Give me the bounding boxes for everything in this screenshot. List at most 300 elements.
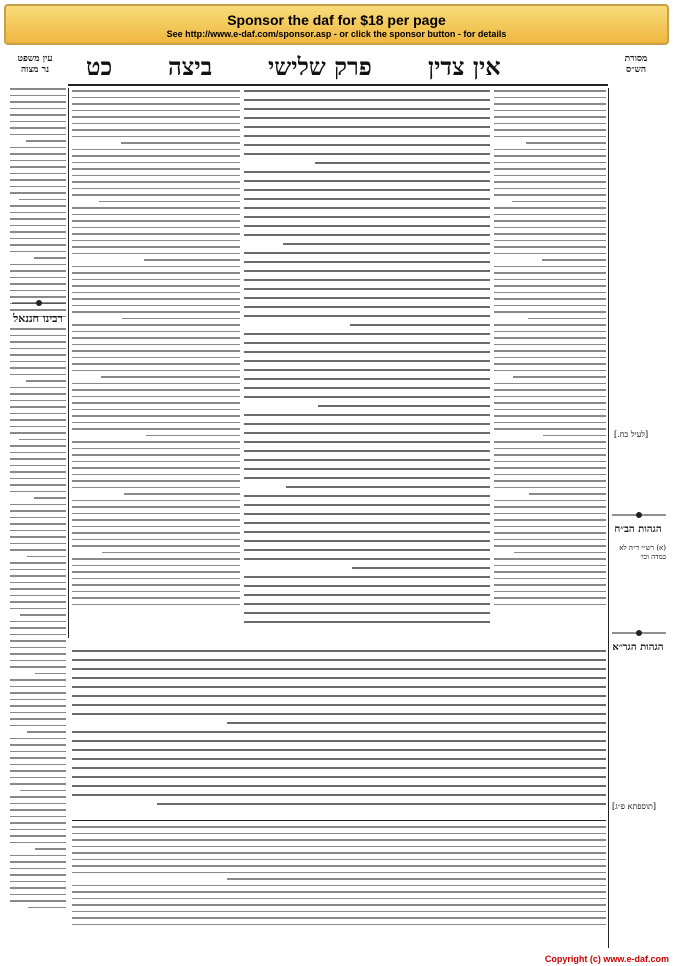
- text-line: [494, 396, 606, 398]
- text-line: [244, 513, 490, 515]
- text-line: [10, 725, 66, 727]
- text-line: [10, 419, 66, 421]
- text-line: [10, 212, 66, 214]
- sponsor-banner[interactable]: [4, 4, 669, 45]
- text-line: [494, 188, 606, 190]
- text-line: [10, 835, 66, 837]
- text-line: [10, 134, 66, 136]
- text-line: [494, 506, 606, 508]
- text-line: [10, 374, 66, 376]
- text-line: [10, 647, 66, 649]
- text-line: [10, 192, 66, 194]
- text-line: [72, 344, 240, 346]
- text-line: [72, 924, 606, 926]
- right-column-rule: [608, 88, 609, 948]
- text-line: [10, 95, 66, 97]
- text-line: [10, 660, 66, 662]
- text-line: [244, 153, 490, 155]
- text-line: [244, 558, 490, 560]
- text-line: [72, 776, 606, 778]
- text-line: [244, 603, 490, 605]
- text-line: [10, 523, 66, 525]
- text-line: [315, 162, 490, 164]
- text-line: [10, 361, 66, 363]
- text-line: [72, 266, 240, 268]
- text-line: [244, 360, 490, 362]
- text-line: [10, 517, 66, 519]
- text-line: [494, 279, 606, 281]
- text-line: [72, 911, 606, 913]
- text-line: [494, 448, 606, 450]
- text-line: [72, 233, 240, 235]
- text-line: [72, 402, 240, 404]
- text-line: [72, 872, 606, 874]
- text-line: [72, 794, 606, 796]
- text-line: [10, 536, 66, 538]
- text-line: [10, 783, 66, 785]
- text-line: [72, 227, 240, 229]
- text-line: [494, 513, 606, 515]
- tosafot-column: [72, 90, 240, 650]
- text-line: [72, 116, 240, 118]
- rabbeinu-chananel-column: [10, 328, 66, 948]
- text-line: [10, 348, 66, 350]
- text-line: [144, 259, 240, 261]
- text-line: [10, 543, 66, 545]
- left-column-rule: [68, 88, 69, 638]
- text-line: [10, 868, 66, 870]
- text-line: [10, 186, 66, 188]
- text-line: [10, 588, 66, 590]
- text-line: [72, 448, 240, 450]
- talmud-page: [8, 50, 670, 954]
- text-line: [72, 279, 240, 281]
- text-line: [529, 493, 606, 495]
- text-line: [542, 259, 606, 261]
- text-line: [72, 526, 240, 528]
- text-line: [494, 116, 606, 118]
- text-line: [10, 601, 66, 603]
- text-line: [494, 123, 606, 125]
- text-line: [10, 244, 66, 246]
- rabbeinu-chananel-title: רבינו חננאל: [13, 312, 63, 325]
- text-line: [72, 350, 240, 352]
- text-line: [72, 467, 240, 469]
- text-line: [10, 452, 66, 454]
- text-line: [72, 545, 240, 547]
- gemara-main-text: [244, 90, 490, 630]
- text-line: [10, 270, 66, 272]
- text-line: [244, 207, 490, 209]
- text-line: [494, 214, 606, 216]
- text-line: [494, 591, 606, 593]
- text-line: [10, 679, 66, 681]
- text-line: [72, 758, 606, 760]
- ornament-divider: [612, 628, 666, 638]
- text-line: [10, 510, 66, 512]
- text-line: [244, 549, 490, 551]
- text-line: [244, 279, 490, 281]
- text-line: [494, 578, 606, 580]
- text-line: [72, 207, 240, 209]
- text-line: [526, 142, 606, 144]
- text-line: [318, 405, 490, 407]
- text-line: [10, 530, 66, 532]
- text-line: [494, 389, 606, 391]
- folio-number: כט: [86, 52, 113, 81]
- text-line: [494, 409, 606, 411]
- text-line: [35, 848, 66, 850]
- text-line: [10, 225, 66, 227]
- hagahot-gra-title: הגהות הגר״א: [612, 642, 664, 653]
- text-line: [10, 335, 66, 337]
- text-line: [244, 495, 490, 497]
- text-line: [72, 396, 240, 398]
- text-line: [10, 432, 66, 434]
- text-line: [10, 238, 66, 240]
- text-line: [72, 480, 240, 482]
- text-line: [494, 90, 606, 92]
- text-line: [494, 467, 606, 469]
- text-line: [122, 318, 240, 320]
- text-line: [19, 439, 66, 441]
- text-line: [494, 194, 606, 196]
- text-line: [72, 558, 240, 560]
- text-line: [494, 311, 606, 313]
- text-line: [72, 298, 240, 300]
- text-line: [494, 298, 606, 300]
- text-line: [244, 540, 490, 542]
- right-margin-title: מסורת הש״ס: [624, 54, 648, 75]
- text-line: [72, 188, 240, 190]
- text-line: [10, 173, 66, 175]
- hagahot-bach-title: הגהות הב״ח: [614, 524, 662, 535]
- text-line: [244, 99, 490, 101]
- text-line: [72, 826, 606, 828]
- text-line: [72, 785, 606, 787]
- text-line: [72, 415, 240, 417]
- text-line: [10, 309, 66, 311]
- text-line: [10, 121, 66, 123]
- text-line: [10, 367, 66, 369]
- text-line: [513, 376, 606, 378]
- sponsor-title: Sponsor the daf for $18 per page: [227, 12, 446, 28]
- text-line: [72, 162, 240, 164]
- text-line: [10, 328, 66, 330]
- text-line: [494, 363, 606, 365]
- text-line: [72, 713, 606, 715]
- text-line: [27, 556, 66, 558]
- text-line: [494, 545, 606, 547]
- text-line: [72, 839, 606, 841]
- text-line: [28, 907, 66, 909]
- ein-mishpat-column: [10, 88, 66, 328]
- text-line: [244, 423, 490, 425]
- text-line: [72, 272, 240, 274]
- text-line: [244, 351, 490, 353]
- text-line: [244, 144, 490, 146]
- text-line: [10, 770, 66, 772]
- text-line: [72, 731, 606, 733]
- text-line: [10, 413, 66, 415]
- text-line: [72, 865, 606, 867]
- text-line: [244, 621, 490, 623]
- text-line: [494, 565, 606, 567]
- text-line: [494, 136, 606, 138]
- text-line: [10, 634, 66, 636]
- text-line: [10, 387, 66, 389]
- text-line: [494, 461, 606, 463]
- text-line: [72, 571, 240, 573]
- text-line: [244, 126, 490, 128]
- text-line: [121, 142, 240, 144]
- text-line: [10, 127, 66, 129]
- text-line: [10, 887, 66, 889]
- text-line: [10, 147, 66, 149]
- text-line: [494, 233, 606, 235]
- text-line: [494, 571, 606, 573]
- text-line: [157, 803, 606, 805]
- text-line: [244, 459, 490, 461]
- text-line: [244, 108, 490, 110]
- text-line: [72, 704, 606, 706]
- text-line: [72, 885, 606, 887]
- text-line: [72, 584, 240, 586]
- text-line: [72, 917, 606, 919]
- text-line: [244, 378, 490, 380]
- text-line: [494, 103, 606, 105]
- copyright-notice[interactable]: Copyright (c) www.e-daf.com: [544, 954, 669, 964]
- text-line: [72, 677, 606, 679]
- text-line: [10, 218, 66, 220]
- text-line: [244, 135, 490, 137]
- text-line: [72, 422, 240, 424]
- text-line: [494, 324, 606, 326]
- text-line: [10, 829, 66, 831]
- ornament-divider: [12, 298, 66, 308]
- text-line: [10, 101, 66, 103]
- rashi-column: [494, 90, 606, 650]
- text-line: [102, 552, 240, 554]
- text-line: [72, 331, 240, 333]
- text-line: [494, 350, 606, 352]
- text-line: [244, 441, 490, 443]
- tractate-name: ביצה: [168, 52, 213, 81]
- text-line: [10, 809, 66, 811]
- text-line: [494, 558, 606, 560]
- text-line: [72, 214, 240, 216]
- footnotes: [72, 826, 606, 936]
- text-line: [27, 731, 66, 733]
- text-line: [72, 904, 606, 906]
- ornament-divider: [612, 510, 666, 520]
- header-rule: [68, 84, 608, 86]
- text-line: [10, 764, 66, 766]
- text-line: [72, 833, 606, 835]
- text-line: [72, 441, 240, 443]
- text-line: [72, 506, 240, 508]
- text-line: [283, 243, 490, 245]
- text-line: [72, 513, 240, 515]
- text-line: [72, 123, 240, 125]
- text-line: [10, 595, 66, 597]
- text-line: [494, 266, 606, 268]
- text-line: [494, 155, 606, 157]
- text-line: [72, 767, 606, 769]
- chapter-name: אין צדין: [428, 52, 501, 81]
- text-line: [101, 376, 240, 378]
- text-line: [72, 305, 240, 307]
- text-line: [72, 846, 606, 848]
- text-line: [10, 738, 66, 740]
- text-line: [10, 471, 66, 473]
- left-margin-title: עין משפט נר מצוה: [17, 54, 53, 75]
- text-line: [72, 389, 240, 391]
- text-line: [72, 695, 606, 697]
- text-line: [494, 253, 606, 255]
- text-line: [72, 659, 606, 661]
- text-line: [10, 705, 66, 707]
- text-line: [72, 136, 240, 138]
- text-line: [244, 270, 490, 272]
- text-line: [494, 519, 606, 521]
- text-line: [10, 900, 66, 902]
- text-line: [494, 428, 606, 430]
- text-line: [494, 422, 606, 424]
- text-line: [146, 435, 240, 437]
- text-line: [244, 477, 490, 479]
- text-line: [494, 402, 606, 404]
- text-line: [72, 650, 606, 652]
- text-line: [72, 604, 240, 606]
- text-line: [10, 692, 66, 694]
- text-line: [494, 441, 606, 443]
- text-line: [494, 162, 606, 164]
- text-line: [494, 285, 606, 287]
- text-line: [72, 898, 606, 900]
- text-line: [72, 428, 240, 430]
- footnote-rule: [72, 820, 606, 821]
- text-line: [10, 874, 66, 876]
- text-line: [72, 90, 240, 92]
- text-line: [10, 406, 66, 408]
- text-line: [494, 207, 606, 209]
- text-line: [72, 539, 240, 541]
- text-line: [10, 153, 66, 155]
- text-line: [10, 744, 66, 746]
- text-line: [10, 277, 66, 279]
- text-line: [244, 450, 490, 452]
- text-line: [72, 175, 240, 177]
- text-line: [244, 585, 490, 587]
- text-line: [72, 668, 606, 670]
- text-line: [494, 344, 606, 346]
- text-line: [244, 315, 490, 317]
- text-line: [72, 474, 240, 476]
- text-line: [10, 393, 66, 395]
- text-line: [494, 357, 606, 359]
- text-line: [10, 842, 66, 844]
- text-line: [72, 240, 240, 242]
- text-line: [10, 264, 66, 266]
- text-line: [10, 699, 66, 701]
- text-line: [244, 189, 490, 191]
- text-line: [10, 166, 66, 168]
- text-line: [72, 852, 606, 854]
- text-line: [244, 504, 490, 506]
- text-line: [10, 562, 66, 564]
- text-line: [514, 552, 606, 554]
- text-line: [10, 718, 66, 720]
- text-line: [494, 240, 606, 242]
- text-line: [512, 201, 606, 203]
- text-line: [10, 465, 66, 467]
- text-line: [72, 565, 240, 567]
- text-line: [10, 621, 66, 623]
- text-line: [72, 155, 240, 157]
- text-line: [72, 357, 240, 359]
- text-line: [494, 539, 606, 541]
- text-line: [10, 582, 66, 584]
- right-note-2: [תוספתא פ״ג]: [612, 802, 657, 811]
- text-line: [494, 526, 606, 528]
- text-line: [494, 292, 606, 294]
- text-line: [72, 220, 240, 222]
- text-line: [10, 575, 66, 577]
- text-line: [72, 97, 240, 99]
- text-line: [244, 342, 490, 344]
- text-line: [494, 500, 606, 502]
- text-line: [19, 199, 66, 201]
- text-line: [10, 484, 66, 486]
- text-line: [244, 225, 490, 227]
- text-line: [350, 324, 490, 326]
- text-line: [244, 387, 490, 389]
- text-line: [72, 859, 606, 861]
- text-line: [244, 594, 490, 596]
- text-line: [10, 666, 66, 668]
- text-line: [72, 149, 240, 151]
- chapter-number: פרק שלישי: [268, 52, 372, 81]
- text-line: [244, 216, 490, 218]
- text-line: [99, 201, 240, 203]
- text-line: [34, 497, 66, 499]
- text-line: [72, 285, 240, 287]
- text-line: [72, 891, 606, 893]
- text-line: [10, 251, 66, 253]
- text-line: [10, 231, 66, 233]
- text-line: [72, 253, 240, 255]
- text-line: [528, 318, 606, 320]
- text-line: [10, 179, 66, 181]
- text-line: [494, 415, 606, 417]
- text-line: [543, 435, 606, 437]
- right-note-1: [לעיל כח.]: [614, 430, 649, 439]
- text-line: [227, 878, 606, 880]
- text-line: [72, 370, 240, 372]
- text-line: [494, 246, 606, 248]
- text-line: [10, 88, 66, 90]
- text-line: [494, 272, 606, 274]
- text-line: [286, 486, 490, 488]
- text-line: [10, 816, 66, 818]
- text-line: [244, 531, 490, 533]
- text-line: [72, 500, 240, 502]
- text-line: [10, 290, 66, 292]
- text-line: [72, 383, 240, 385]
- text-line: [10, 569, 66, 571]
- text-line: [72, 168, 240, 170]
